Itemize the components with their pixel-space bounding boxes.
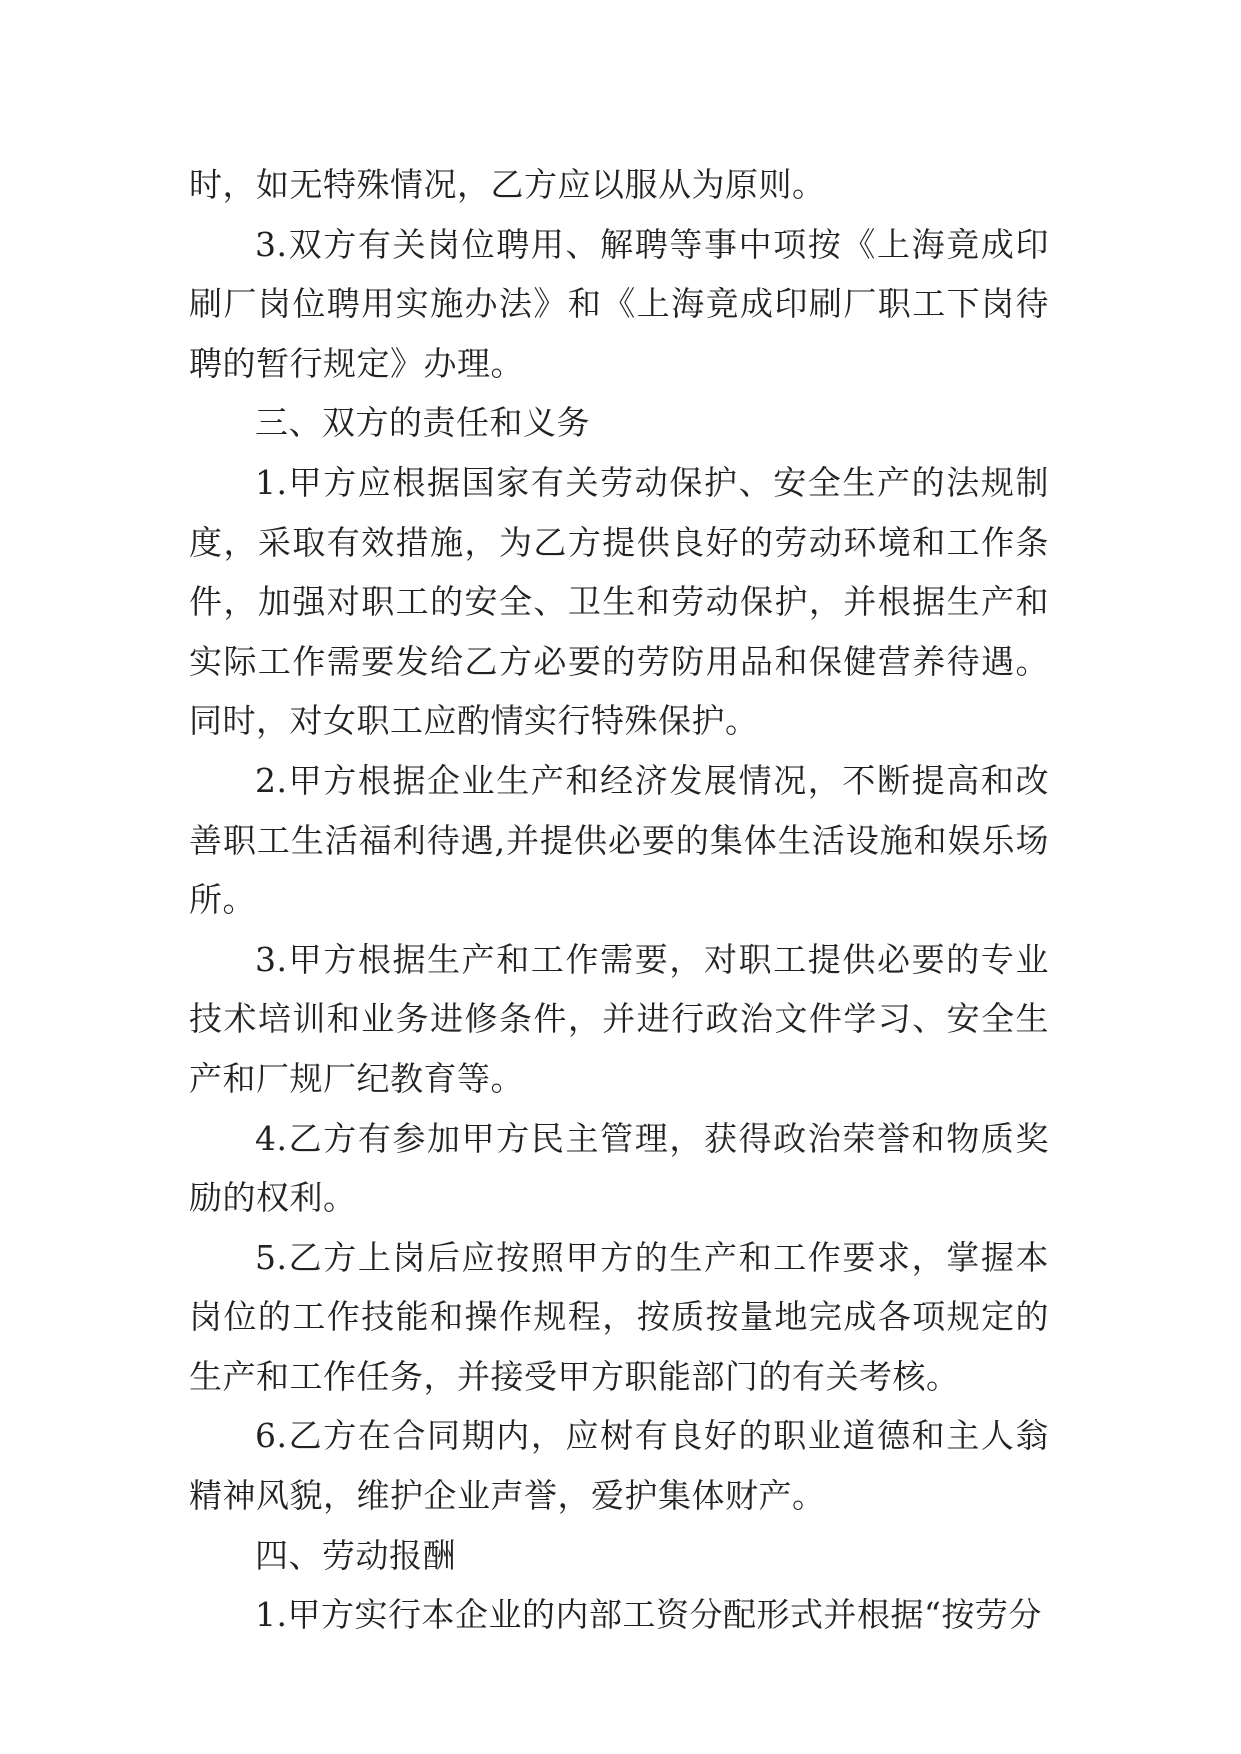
paragraph-clause-3-3: 3.甲方根据生产和工作需要，对职工提供必要的专业技术培训和业务进修条件，并进行政治文件学习、安全生产和厂规厂纪教育等。 [189, 939, 1049, 1098]
paragraph-clause-3-6: 6.乙方在合同期内，应树有良好的职业道德和主人翁精神风貌，维护企业声誉，爱护集体财产。 [189, 1416, 1049, 1516]
document-body [189, 155, 1049, 1645]
section-heading-4: 四、劳动报酬 [255, 1535, 456, 1575]
paragraph-clause-3-4: 4.乙方有参加甲方民主管理，获得政治荣誉和物质奖励的权利。 [189, 1118, 1049, 1218]
paragraph-clause-3-1: 1.甲方应根据国家有关劳动保护、安全生产的法规制度，采取有效措施，为乙方提供良好的劳动环境和工作条件，加强对职工的安全、卫生和劳动保护，并根据生产和实际工作需要发给乙方必要的劳防用品和保健营养待遇。同时，对女职工应酌情实行特殊保护。 [189, 462, 1049, 741]
paragraph-clause-3-5: 5.乙方上岗后应按照甲方的生产和工作要求，掌握本岗位的工作技能和操作规程，按质按量地完成各项规定的生产和工作任务，并接受甲方职能部门的有关考核。 [189, 1237, 1049, 1396]
section-heading-3: 三、双方的责任和义务 [255, 403, 590, 443]
paragraph-clause-3-2: 2.甲方根据企业生产和经济发展情况，不断提高和改善职工生活福利待遇,并提供必要的集体生活设施和娱乐场所。 [189, 760, 1049, 920]
paragraph-continuation: 时，如无特殊情况，乙方应以服从为原则。 [189, 165, 826, 204]
paragraph-clause-4-1: 1.甲方实行本企业的内部工资分配形式并根据“按劳分 [255, 1595, 1042, 1635]
paragraph-clause-2-3: 3.双方有关岗位聘用、解聘等事中项按《上海竟成印刷厂岗位聘用实施办法》和《上海竟成印刷厂职工下岗待聘的暂行规定》办理。 [189, 224, 1049, 383]
